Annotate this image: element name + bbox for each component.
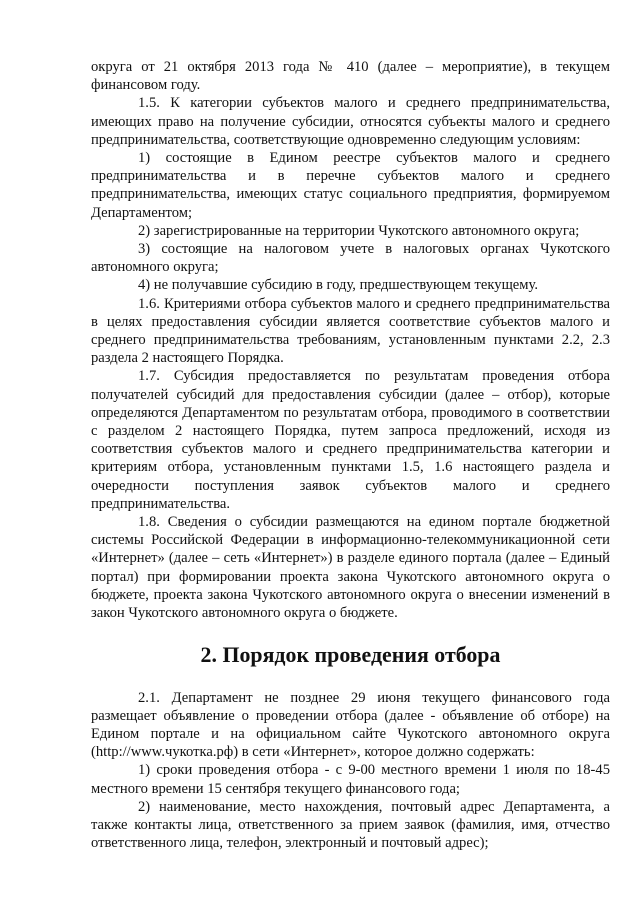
paragraph-2-1: 2.1. Департамент не позднее 29 июня текущего финансового года размещает объявление о проведении отбора (далее - объявление об отборе) на Едином портале и на официальном сайте Чукотского автономного округа (http://www.чукотка.рф) в сети «Интернет», которое должно содержать: <box>91 689 610 761</box>
list-item-2-1-2: 2) наименование, место нахождения, почтовый адрес Департамента, а также контакты лица, ответственного за прием заявок (фамилия, имя, отчество ответственного лица, телефон, электронный и почтовый адрес); <box>91 798 610 852</box>
list-item-1: 1) состоящие в Едином реестре субъектов малого и среднего предпринимательства и в перечне субъектов малого и среднего предпринимательства, имеющих статус социального предприятия, формируемом Департаментом; <box>91 150 610 221</box>
list-item-2-1-1: 1) сроки проведения отбора - с 9-00 местного времени 1 июля по 18-45 местного времени 15 сентября текущего финансового года; <box>91 762 610 797</box>
list-item-2: 2) зарегистрированные на территории Чукотского автономного округа; <box>138 222 580 239</box>
paragraph-1-7: 1.7. Субсидия предоставляется по результатам проведения отбора получателей субсидий для предоставления субсидии (далее – отбор), которые определяются Департаментом по результатам отбора, проводимого в соответствии с разделом 2 настоящего Порядка, путем запроса предложений, исходя из соответствия субъектов малого и среднего предпринимательства категории и критериям отбора, установленным пунктами 1.5, 1.6 настоящего раздела и очередности поступления заявок субъектов малого и среднего предпринимательства. <box>91 368 610 512</box>
top-section-body <box>91 58 610 622</box>
list-item-4: 4) не получавшие субсидию в году, предшествующем текущему. <box>138 277 539 294</box>
paragraph-decree-reference: округа от 21 октября 2013 года № 410 (далее – мероприятие), в текущем финансовом году. <box>91 59 610 94</box>
list-item-3: 3) состоящие на налоговом учете в налоговых органах Чукотского автономного округа; <box>91 241 610 276</box>
section-heading: 2. Порядок проведения отбора <box>200 642 501 668</box>
paragraph-1-6: 1.6. Критериями отбора субъектов малого и среднего предпринимательства в целях предоставления субсидии является соответствие субъектов малого и среднего предпринимательства требованиям, установленным пунктами 2.2, 2.3 раздела 2 настоящего Порядка. <box>91 295 610 367</box>
bottom-section-body <box>91 689 610 853</box>
paragraph-1-5: 1.5. К категории субъектов малого и среднего предпринимательства, имеющих право на получение субсидии, относятся субъекты малого и среднего предпринимательства, соответствующие одновременно следующим условиям: <box>91 95 610 148</box>
paragraph-1-8: 1.8. Сведения о субсидии размещаются на едином портале бюджетной системы Российской Федерации в информационно-телекоммуникационной сети «Интернет» (далее – сеть «Интернет») в разделе единого портала (далее – Единый портал) при формировании проекта закона Чукотского автономного округа о бюджете, проекта закона Чукотского автономного округа о внесении изменений в закон Чукотского автономного округа о бюджете. <box>91 514 610 622</box>
